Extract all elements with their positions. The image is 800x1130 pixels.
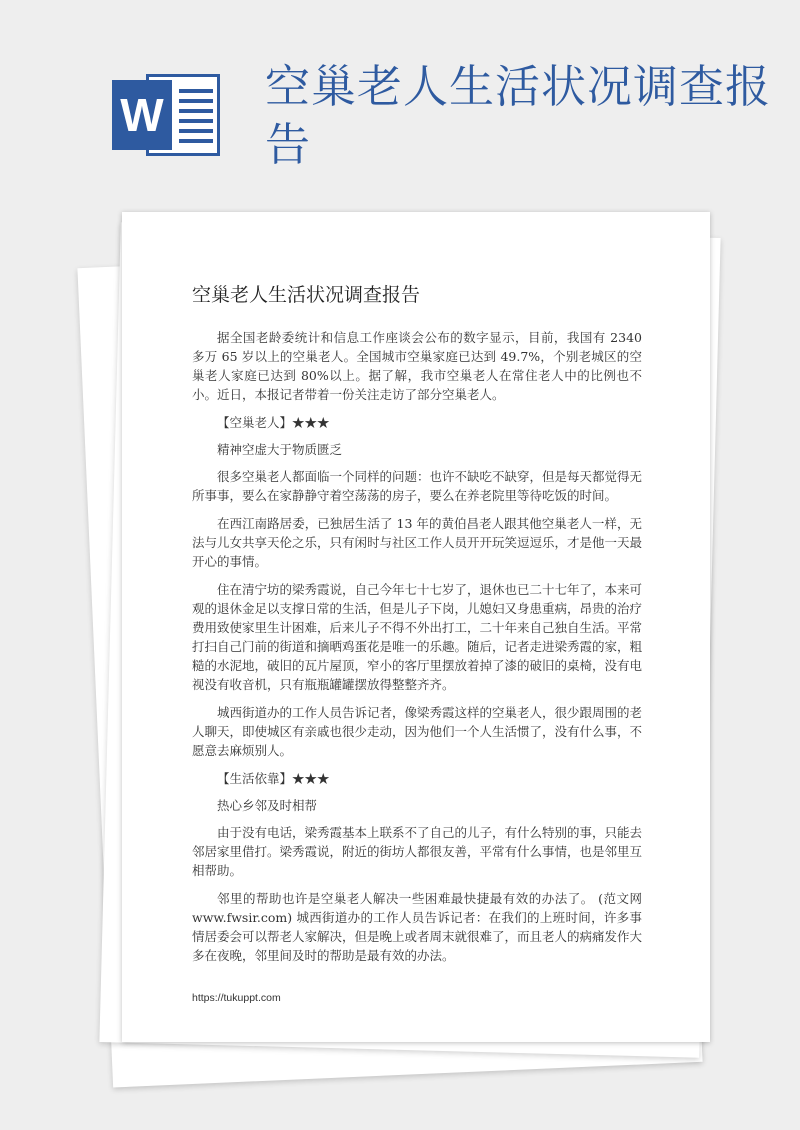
document-title: 空巢老人生活状况调查报告	[192, 284, 421, 306]
paragraph-intro: 据全国老龄委统计和信息工作座谈会公布的数字显示，目前，我国有 2340 多万 65 岁以上的空巢老人。全国城市空巢家庭已达到 49.7%，个别老城区的空巢老人家庭已达到 80%以上。据了解，我市空巢老人在常住老人中的比例也不小。近日，本报记者带着一份关注走访了部分空巢老人。	[192, 330, 642, 402]
document-page	[122, 212, 710, 1042]
paragraph: 在西江南路居委，已独居生活了 13 年的黄伯昌老人跟其他空巢老人一样，无法与儿女共享天伦之乐，只有闲时与社区工作人员开开玩笑逗逗乐，才是他一天最开心的事情。	[192, 516, 643, 569]
section-subtitle-neighbors: 热心乡邻及时相帮	[217, 798, 318, 813]
paragraph: 很多空巢老人都面临一个同样的问题：也许不缺吃不缺穿，但是每天都觉得无所事事，要么在家静静守着空荡荡的房子，要么在养老院里等待吃饭的时间。	[192, 469, 643, 503]
paragraph: 邻里的帮助也许是空巢老人解决一些困难最快捷最有效的办法了。 (范文网 www.fwsir.com) 城西街道办的工作人员告诉记者：在我们的上班时间，许多事情居委会可以帮老人家解决，但是晚上或者周末就很难了，而且老人的病痛发作大多在夜晚，邻里间及时的帮助是最有效的办法。	[192, 891, 643, 963]
paragraph: 城西街道办的工作人员告诉记者，像梁秀霞这样的空巢老人，很少跟周围的老人聊天，即使城区有亲戚也很少走动，因为他们一个人生活惯了，没有什么事，不愿意去麻烦别人。	[192, 705, 643, 758]
word-document-icon	[112, 70, 224, 160]
paragraph: 住在清宁坊的梁秀霞说，自己今年七十七岁了，退休也已二十七年了，本来可观的退休金足以支撑日常的生活，但是儿子下岗，儿媳妇又身患重病，昂贵的治疗费用致使家里生计困难，后来儿子不得不外出打工，二十年来自己独自生活。平常打扫自己门前的街道和摘晒鸡蛋花是唯一的乐趣。随后，记者走进梁秀霞的家，粗糙的水泥地，破旧的瓦片屋顶，窄小的客厅里摆放着掉了漆的破旧的桌椅，没有电视没有收音机，只有瓶瓶罐罐摆放得整整齐齐。	[192, 582, 643, 692]
word-letter-badge: W	[112, 80, 172, 150]
footer-url-link[interactable]: https://tukuppt.com	[192, 992, 281, 1004]
document-body	[192, 328, 642, 974]
section-subtitle-spiritual: 精神空虚大于物质匮乏	[217, 442, 343, 457]
section-label-empty-nest: 【空巢老人】★★★	[217, 415, 330, 430]
paragraph: 由于没有电话，梁秀霞基本上联系不了自己的儿子，有什么特别的事，只能去邻居家里借打。梁秀霞说，附近的街坊人都很友善，平常有什么事情，也是邻里互相帮助。	[192, 825, 643, 878]
page-heading: 空巢老人生活状况调查报告	[265, 60, 772, 171]
section-label-life-support: 【生活依靠】★★★	[217, 771, 330, 786]
